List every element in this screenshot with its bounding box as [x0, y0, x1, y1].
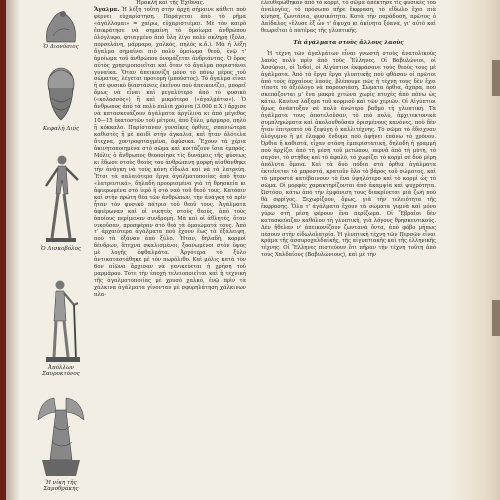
figure-discobolus [32, 150, 90, 252]
figure-head-of-zeus [32, 62, 90, 132]
illustration-column [32, 0, 90, 500]
thumb-index-tab [492, 300, 500, 336]
figure-apollo-sauroktonos [32, 275, 90, 378]
thumb-index-tab [492, 60, 500, 96]
figure-caption: Ἀπόλλων Σαυροκτόνος [42, 365, 80, 378]
dionysios-statue-icon [41, 6, 81, 44]
nike-statue-icon [36, 390, 86, 480]
text-column-left [94, 0, 246, 299]
figure-caption: Ὁ Δισκοβόλος [40, 246, 82, 252]
gutter-shadow [6, 0, 20, 500]
article-paragraph: Ἡ τέχνη τῶν ἀγαλμάτων εἶναι γνωστὴ στοὺς ἀνατολικοὺς λαοὺς πολὺ πρὶν ἀπὸ τοὺς Ἕλληνες. Οἱ Βαβυλώνιοι, οἱ Ἀσσύριοι, οἱ Ἰνδοί, οἱ Αἰγύπτιοι ἐκφράσανε τοὺς θεοὺς τους μὲ ἀγάλματα. Ἀπὸ τὰ ἔργα ἔργα γλυπτικῆς ποὺ φθάσαν οἱ πρῶτοι ἀπὸ τοὺς ἀρχαίους λαούς, βλέπουμε πῶς ἡ τέχνη τους δὲν ἔχει τίποτε τὸ ἀξιόλογο νὰ παρουσιάση. Σώματα ὀρθια, ἄχαρα, ποὺ σκεπάζονται μ' ἕνα μακρὺ χιτώνα χωρὶς πτυχὲς ἀπὸ πάνω ὡς κάτω. Κανένα λάξεμα τοῦ κορμιοῦ καὶ τῶν χεριῶν. Οἱ Αἰγύπτιοι ὅμως ἀνάπτυξαν σὲ πολὺ ἀνώτερο βαθμὸ τὴ γλυπτική. Τὰ ἀγάλματα τους ἀποτελοῦσαν, τὸ πιὸ πολύ, ἀρχιτεκτονικὰ συμπληρώματα καὶ ἀκολουθοῦσαν ὁρισμένους κανόνες, ποὺ δὲν ἦταν ἐπιτρεπτὸ νὰ ξεφύγη ὁ καλλιτέχνης. Τὸ σῶμα τὸ ἔδειχναν ὀλόγυμνο ἢ μὲ ἐλαφρὸ ἔνδυμα ποὺ ἀφήνει ἐπάνω τὸ χρόνου. Ὀρθια ἢ καθιστά, εἶχαν στάση ἐμπεριστατική, δηλαδὴ ἡ γραμμὴ ποὺ ἀρχίζει ἀπὸ τὴ μέση τοῦ μετώπου, περνᾶ ἀπὸ τὴ μύτη, τὸ σαγόνι, τὸ στήθος καὶ τὸ ἀφαλὸ, τὸ χωρίζει τὸ κορμὶ σὲ δυὸ μέρη ἀπόλυτα ὅμοια. Καὶ τὰ δυὸ πόδια στὰ ὀρθια ἀγάλματα ἐκτείνεται τὸ μπροστά, κρατοῦν ὅλο τὸ βάρος τοῦ σώματος, καὶ τὰ μπροστά κατέβαινουν τὸ ἕνα ὑψηλότερο καὶ τὸ κορμὶ ὡς τὸ σῶμα. Οἱ μορφὲς χαρακτηρίζονται ἀπὸ ἀκαμψία καὶ ψυχρότητα. Ὡστόσο, κάτω ἀπὸ τὴν ἐμφάνιση τους διακρίνεται μιὰ ζωὴ ποὺ θὰ σφρίγος. Ξεχωρίζουν, ὅμως, γιὰ τὴν τελειότητα τῆς ἔκφρασης. Ὅλα τ' ἀγάλματα ἔχουν τὰ σώματα γυμνὰ καὶ μόνο γύρω στὴ μέση φέρουν ἕνα περίζωμα. Οἱ Ἕβραῖοι δὲν κατασκεύαζαν καθόλου τὴ γλυπτική, γιὰ λόγους θρησκευτικούς. Δὲν ἤθελαν ν' ἀπεικονίζουν ζωντανὰ ὄντα, ἀπὸ φόβο μήπως πέσουν στὴν εἰδωλολατρία. Ἡ γλυπτικὴ τέχνη τῶν Περσῶν εἶναι κράμα τῆς ἀσσυροχαλδαϊκῆς, τῆς αἰγυπτιακῆς καὶ τῆς ἑλληνικῆς τέχνης. Οἱ Ἕλληνες πιστεύουν ὅτι πῆραν τὴν τέχνη τοῦτη ἀπὸ τοὺς Χαλδαίους (Βαβυλώνιους), καὶ μὲ τὴν [261, 50, 436, 259]
figure-nike-of-samothrace [32, 390, 90, 493]
article-paragraph [94, 7, 246, 299]
page-edge [450, 0, 500, 500]
zeus-head-icon [40, 62, 82, 126]
text-column-right [261, 0, 436, 259]
section-heading: Τὰ ἀγάλματα στοὺς ἄλλους λαοὺς [293, 39, 404, 46]
book-page [6, 0, 500, 500]
continued-line: Ἡρακλῆ καὶ τῆς Ἐχίδνας. [135, 0, 205, 6]
figure-dionysios [32, 6, 90, 50]
figure-caption: Ὁ Διονύσιος [43, 44, 79, 50]
apollo-statue-icon [38, 275, 84, 365]
figure-caption: Κεφαλὴ Διός [42, 126, 80, 132]
figure-caption: Ἡ νίκη τῆς Σαμοθράκης [43, 480, 79, 493]
discobolus-statue-icon [38, 150, 84, 246]
article-text: Ἡ λέξη τοῦτη στὴν ἀρχὴ σήμαινε κάθετι ποὺ φέρνει εὐχαρίστηση. Παράγεται ἀπὸ τὸ ρῆμα «ἀγάλλομαι» = χαίρω, εὐχαριστιέμαι. Μὲ τὸν καιρὸ ἐπικράτησε νὰ σημαίνη τὸ ὁμοίωμα ἀνθρώπου ὁλόγλυφο, φτιαγμένο ἀπὸ ὕλη λίγο πολὺ σκληρὴ (ξύλο, πορσελάνη, μάρμαρο, χαλκός, πηλὸς κ.ἄ.). Μὰ ἡ λέξη ἄγαλμα σημαίνει πιὸ πολὺ ὁμοίωμα θεοῦ, ἐνῷ τ' ὁμοίωμα τοῦ ἀνθρώπου ὀνομάζεται ἀνδριάντας. Ὁ ὅρος αὐτὸς χρησιμοποιεῖται καὶ ὅταν τὸ ἄγαλμα παριστάνει γυναίκα. Ὅταν ἀπεικονίζη μόνο τὸ πάνω μέρος τοῦ σώματος, λέγεται προτομὴ (μπούστος). Τὸ ἄγαλμα εἶναι ἢ σὲ φυσικὸ διαστάσεις ἐκεῖνου ποὺ ἀπεικονίζει, μπορεῖ ὅμως νὰ εἶναι καὶ μεγαλύτερο ἀπὸ τὸ φυσικὸ («κολοσσὸς») ἢ καὶ μικρότερο («ἀγαλμάτιο»). Ὁ ἄνθρωπος ἀπὸ τὰ πολὺ παλιὰ χρόνια (3.000 π.Χ.) ἄρχισε νὰ κατασκευάζουν ἀγάλματα ἀργίλινα κι ἀπὸ μέγεθος 10—15 ἑκατοστῶν τοῦ μέτρου, ἀπὸ ξύλο, μάρμαρο, πηλὸ ἢ κόκκαλο. Παρίσταναν γυναῖκες ὀρθιες, σπανιώτερα καθιστὲς ἢ μὲ παιδὶ στὴν ἀγκαλιά, καὶ ἦταν ὁλότελα ἄτεχνα, χοντροφτιαγμένα, ἀφύσικα. Ἔχουν τὰ χέρια ἀκινητοποιημένα στὸ σῶμα καὶ κοιτάζουν ἴσια ἐμπρός. Μόλις ὁ ἄνθρωπος θεοποίησε τὶς δυνάμεις τῆς φύσεως κι ἔδωσε στοὺς θεοὺς του ἀνθρώπινη μορφή αἰσθάνθηκε τὴν ἀνάγκη νὰ τοὺς κάνη εἴδωλα καὶ νὰ τὰ λατρεύη. Ἔτσι τὰ παλαιότερα ἔργα ἀγαλματοποιίας ἀπὸ ἦταν «λατρευτικά», δηλαδὴ προορισμένα γιὰ τὴ θρησκεία κι ἀφιερωμένα στὸ ἱερὸ ἢ στὸ ναὸ τοῦ θεοῦ τους. Κατόπιν καὶ στὴν πρώτη θέα τῶν ἀνθρώπων, τὴν ἀνάγκη τὸ πρὶν ἦταν τὸν φυσικὸ πάτριο τοῦ θεοῦ τους. Ἀγάλματα ἀφιέρωναν καὶ οἱ νικητὲς στοὺς θεούς, ἀπὸ τοὺς ὁποίους περίμεναν συνδρομή. Μὰ καὶ οἱ ἀθλητές, ὅταν νικοῦσαν, προσφέραν στὸ θεὸ τὰ ὁμοιώματά τους. Ἀπὸ τ' ἀρχαιότερα ἀγάλματα ποὺ ἔχουν ἕως τὰ ἐξάλειψη, ποὺ τὰ ἐξάναν ἀπὸ ξύλο. Ἦταν, δηλαδή, κορμοὶ δένδρων, ἄτεχνα σκαλισμένοι, ξοανωμένοι στὸν ὕψος μὲ λογῆς ὀφθαλμάτα. Ἀργότερα τὸ ξύλο ἀντικαταστάθηκε μὲ τὸν πωρόλιθο. Καὶ μόλις κατὰ τὸν 6ον αἰῶνα ἄρχισαν νὰ γενικεύεται ἡ χρήση τοῦ μαρμάρου. Τότε τὴν ἐποχὴ τελειοποιεῖται καὶ ἡ τεχνικὴ τῆς ἀγαλματοποιίας μὲ χρυσὸ χαλκό, ἐνῷ πρὶν τὰ χάλκινα ἀγάλματα γίνονταν μὲ σφυρηλάτηση χάλκινων πλα- [94, 6, 246, 299]
entry-headword: Ἄγαλμα. [94, 6, 120, 13]
article-paragraph: ἐλευθερώθηκαν ἀπὸ τὸ κορμί, τὸ σῶμα ἀπέκτησε τὶς φυσικὲς του ἀναλογίες, τὸ πρόσωπο πῆρε ἔκφραση, τὸ εἴδωλο ἔχει πιὰ κίνηση, ζωντάνια, φυσικότητα. Κατὰ τὴν παράδοση, πρῶτος ὁ Δαίδαλος «ἔλυσε ἐξ ὧν τ' ἄψυχα κι ἀκίνητα ξόανα, γι' αὐτὸ καὶ θεωρεῖται ὁ πατέρας τῆς γλυπτικῆς. [261, 0, 436, 34]
